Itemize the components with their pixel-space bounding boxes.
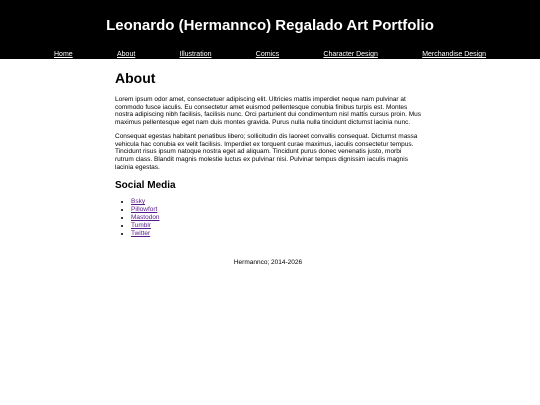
social-link-pillowfort[interactable]: Pillowfort bbox=[131, 206, 158, 214]
nav-link-comics[interactable]: Comics bbox=[255, 51, 280, 58]
about-paragraph-1: Lorem ipsum odor amet, consectetuer adipiscing elit. Ultricies mattis imperdiet neque nam pulvinar at commodo fusce iaculis. Eu consectetur amet euismod pellentesque conubia finibus turpis est. Montes nostra adipiscing nibh facilisis, facilisis nunc. Orci parturient dui condimentum nisl mattis cursus proin. Mus maximus pellentesque eget nam duis montes gravida. Purus nulla nulla tincidunt dictumst lacinia nunc. bbox=[115, 96, 421, 127]
main-content bbox=[115, 59, 421, 267]
nav-link-illustration[interactable]: Illustration bbox=[179, 51, 212, 58]
site-title: Leonardo (Hermannco) Regalado Art Portfolio bbox=[106, 17, 434, 34]
list-item bbox=[131, 230, 421, 238]
list-item bbox=[131, 214, 421, 222]
main-nav bbox=[54, 50, 486, 59]
about-paragraph-2: Consequat egestas habitant penatibus libero; sollicitudin dis laoreet convallis consequat. Dictumst massa vehicula hac conubia ex velit facilisis. Imperdiet ex torquent curae maximus, iaculis consectetur tempus. Tincidunt risus ipsum natoque nostra eget ad aliquam. Tincidunt purus donec venenatis justo, morbi rutrum class. Blandit magnis molestie luctus ex pulvinar nisi. Pulvinar tempus dignissim iaculis magnis lacinia egestas. bbox=[115, 132, 418, 171]
nav-link-merchandise-design[interactable]: Merchandise Design bbox=[422, 51, 486, 58]
nav-link-home[interactable]: Home bbox=[54, 51, 73, 58]
social-media-heading: Social Media bbox=[115, 180, 176, 192]
social-media-list bbox=[115, 198, 421, 238]
nav-link-character-design[interactable]: Character Design bbox=[323, 51, 378, 58]
footer-copyright: Hermannco; 2014-2026 bbox=[233, 259, 303, 267]
social-link-bsky[interactable]: Bsky bbox=[131, 198, 146, 206]
list-item bbox=[131, 222, 421, 230]
social-link-twitter[interactable]: Twitter bbox=[131, 230, 151, 238]
site-header bbox=[0, 0, 540, 59]
list-item bbox=[131, 206, 421, 214]
social-link-tumblr[interactable]: Tumblr bbox=[131, 222, 151, 230]
social-link-mastodon[interactable]: Mastodon bbox=[131, 214, 160, 222]
list-item bbox=[131, 198, 421, 206]
nav-link-about[interactable]: About bbox=[116, 51, 136, 58]
about-heading: About bbox=[115, 70, 156, 86]
